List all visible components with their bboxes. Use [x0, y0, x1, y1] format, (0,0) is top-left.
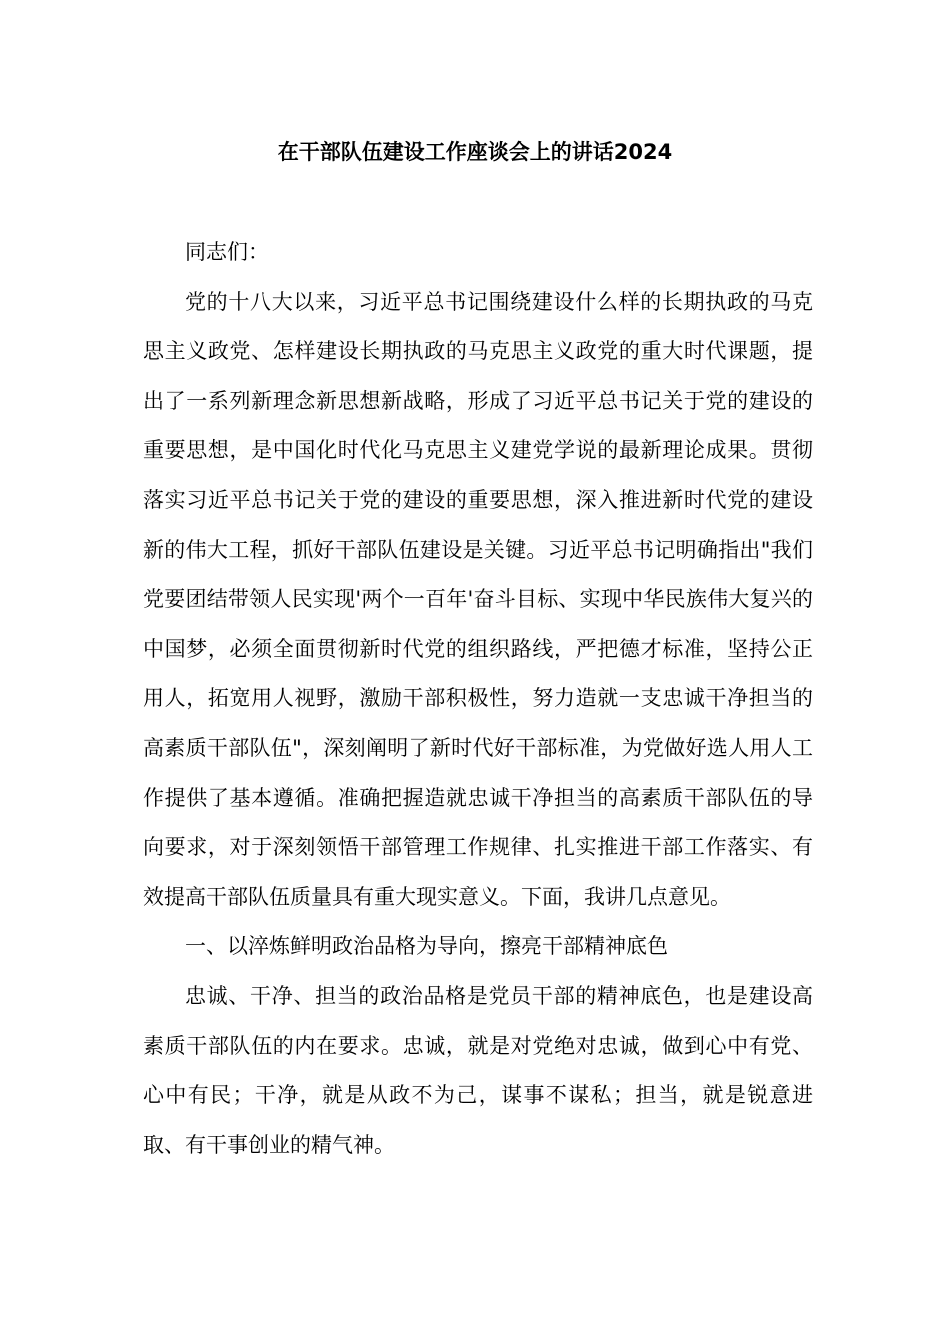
salutation: 同志们： [185, 240, 269, 264]
paragraph-intro: 党的十八大以来，习近平总书记围绕建设什么样的长期执政的马克思主义政党、怎样建设长期执政的马克思主义政党的重大时代课题，提出了一系列新理念新思想新战略，形成了习近平总书记关于党的建设的重要思想，是中国化时代化马克思主义建党学说的最新理论成果。贯彻落实习近平总书记关于党的建设的重要思想，深入推进新时代党的建设新的伟大工程，抓好干部队伍建设是关键。习近平总书记明确指出"我们党要团结带领人民实现'两个一百年'奋斗目标、实现中华民族伟大复兴的中国梦，必须全面贯彻新时代党的组织路线，严把德才标准，坚持公正用人，拓宽用人视野，激励干部积极性，努力造就一支忠诚干净担当的高素质干部队伍"，深刻阐明了新时代好干部标准，为党做好选人用人工作提供了基本遵循。准确把握造就忠诚干净担当的高素质干部队伍的导向要求，对于深刻领悟干部管理工作规律、扎实推进干部工作落实、有效提高干部队伍质量具有重大现实意义。下面，我讲几点意见。 [143, 289, 813, 909]
document-body [143, 228, 813, 1170]
section-heading-1: 一、以淬炼鲜明政治品格为导向，擦亮干部精神底色 [185, 934, 668, 959]
document-title: 在干部队伍建设工作座谈会上的讲话2024 [277, 140, 673, 164]
paragraph-section-1: 忠诚、干净、担当的政治品格是党员干部的精神底色，也是建设高素质干部队伍的内在要求。忠诚，就是对党绝对忠诚，做到心中有党、心中有民；干净，就是从政不为己，谋事不谋私；担当，就是锐意进取、有干事创业的精气神。 [143, 983, 813, 1157]
